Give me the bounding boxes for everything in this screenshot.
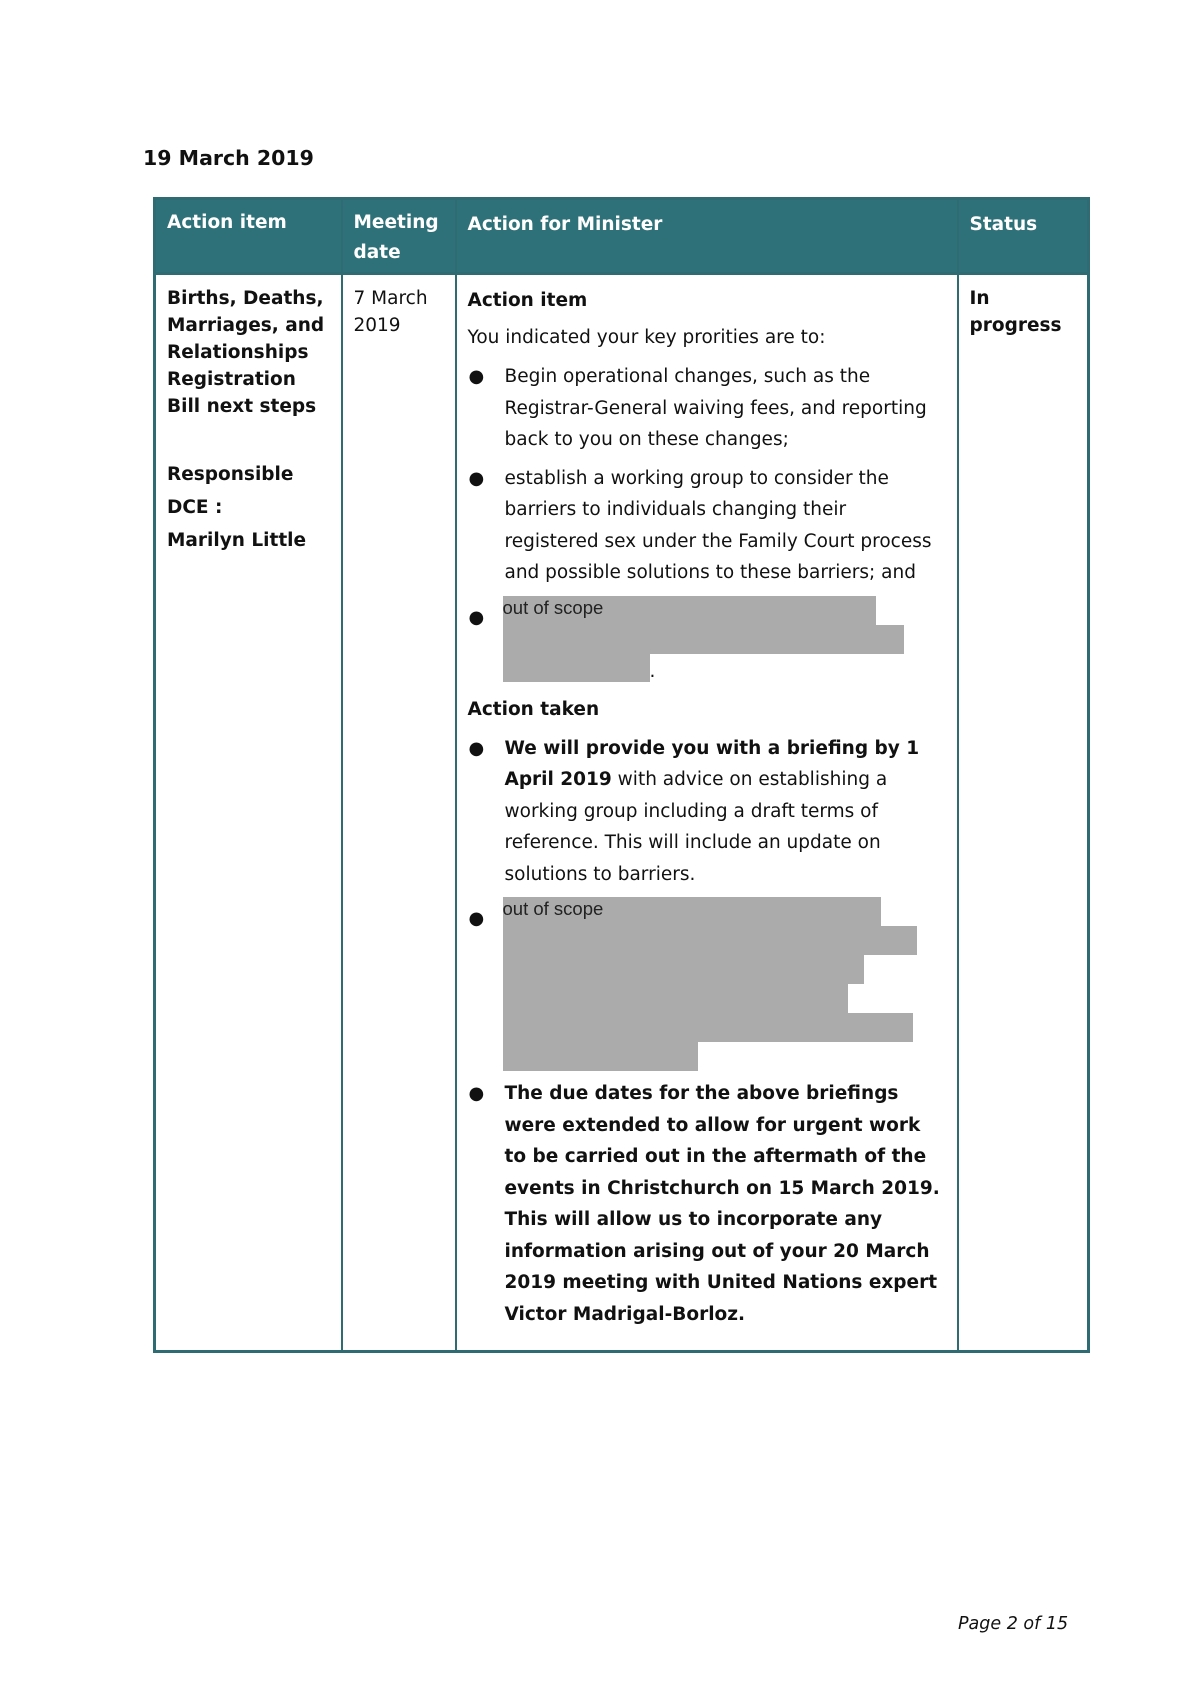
redaction-bar <box>503 1042 698 1071</box>
action-taken-list <box>468 733 946 1331</box>
cell-action-item <box>155 274 342 1352</box>
due-dates-note: The due dates for the above briefings were extended to allow for urgent work to be carried out in the aftermath of the events in Christchurch on 15 March 2019. This will allow us to incorporate any information arising out of your 20 March 2019 meeting with United Nations expert Victor Madrigal-Borloz. <box>504 1083 940 1325</box>
priority-text: establish a working group to consider the barriers to individuals changing their registered sex under the Family Court process and possible solutions to these barriers; and <box>504 467 932 583</box>
redaction-bar <box>503 955 864 984</box>
table-row <box>155 274 1089 1352</box>
list-item <box>468 361 946 456</box>
priorities-list <box>468 361 946 682</box>
bullet-icon: ● <box>468 366 485 387</box>
redaction-bar <box>503 984 848 1013</box>
bullet-icon: ● <box>468 606 485 628</box>
priority-text: Begin operational changes, such as the Registrar-General waiving fees, and reporting back to you on these changes; <box>504 366 927 450</box>
redaction-label: out of scope <box>502 898 604 919</box>
meeting-date-value: 7 March 2019 <box>353 288 428 336</box>
responsible-label: Responsible DCE : <box>167 464 294 518</box>
redaction-label: out of scope <box>502 596 604 618</box>
bullet-icon: ● <box>468 1083 485 1104</box>
action-item-title: Births, Deaths, Marriages, and Relationships Registration Bill next steps <box>167 288 325 417</box>
bullet-icon: ● <box>468 908 485 929</box>
action-items-table <box>153 197 1090 1353</box>
cell-meeting-date <box>342 274 456 1352</box>
header-meeting-date: Meeting date <box>342 199 456 274</box>
priorities-intro: You indicated your key prorities are to: <box>467 327 826 348</box>
list-item <box>468 1078 946 1330</box>
list-item <box>468 463 946 589</box>
bullet-icon: ● <box>468 737 485 759</box>
redaction-bar <box>503 1013 913 1042</box>
bullet-icon: ● <box>468 467 485 489</box>
list-item-redacted <box>468 596 946 682</box>
responsible-name: Marilyn Little <box>167 530 307 551</box>
cell-status <box>958 274 1089 1352</box>
redaction-block <box>503 897 946 1071</box>
redaction-trailing-period: . <box>649 660 656 682</box>
redaction-bar <box>503 654 650 682</box>
status-badge: In progress <box>969 288 1062 336</box>
list-item-redacted <box>468 897 946 1071</box>
table-header-row <box>155 199 1089 274</box>
cell-action-for-minister <box>456 274 958 1352</box>
header-action-for-minister: Action for Minister <box>456 199 958 274</box>
date-heading: 19 March 2019 <box>143 146 314 170</box>
redaction-bar <box>503 926 917 955</box>
briefing-detail: with advice on establishing a working group including a draft terms of reference. This will include an update on solutions to barriers. <box>504 769 888 885</box>
action-item-subheading: Action item <box>467 290 588 311</box>
list-item <box>468 733 946 891</box>
action-taken-subheading: Action taken <box>467 698 600 720</box>
header-status: Status <box>958 199 1089 274</box>
redaction-block <box>503 596 946 682</box>
header-action-item: Action item <box>155 199 342 274</box>
page-number: Page 2 of 15 <box>958 1614 1069 1634</box>
redaction-bar <box>503 625 904 654</box>
briefing-deadline: We will provide you with a briefing by 1 April 2019 <box>504 737 920 790</box>
